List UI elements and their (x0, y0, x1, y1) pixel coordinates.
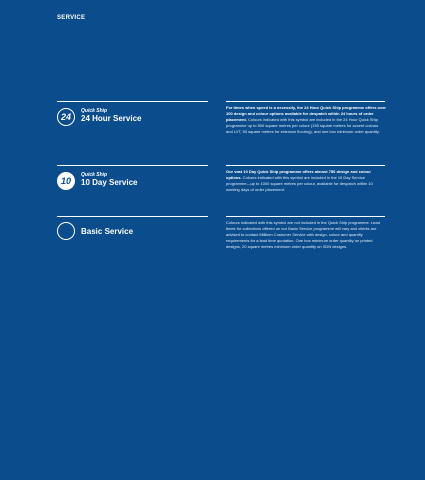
24-hour-badge-icon: 24 (57, 108, 75, 126)
service-title: 24 Hour Service (81, 114, 142, 123)
service-subtitle: Quick Ship (81, 108, 108, 114)
service-description-lead: For times when speed is a necessity, the 24 Hour Quick Ship programme offers over 100 design and colour options available for despatch within 24 hours of order placement. (226, 105, 386, 122)
service-description-body: Colours indicated with this symbol are included in the 10 Day Service programme—up to 1000 square metres per colour, available for despatch within 10 working days of order placement. (226, 175, 373, 192)
service-description-body: Colours indicated with this symbol are included in the 24 Hour Quick Ship programme up to 500 square metres per colour (150 square metres for accent colours and LVT, 50 square metres for entrance flooring), and one box minimum order quantity. (226, 117, 380, 134)
service-title: 10 Day Service (81, 178, 138, 187)
service-description (226, 105, 386, 135)
divider-left (57, 101, 208, 102)
service-description-body: Colours indicated with this symbol are not included in the Quick Ship programme. Lead times for collections offered on our Basic Service programme will vary and clients are advised to contact Milliken Customer Service with design, colour and quantity requirements for a lead time quotation. One box minimum order quantity on printed designs, 20 square metres minimum order quantity on SDN designs. (226, 220, 380, 249)
service-description-lead: Our vast 10 Day Quick Ship programme offers almost 750 design and colour options. (226, 169, 371, 180)
service-description (226, 169, 386, 193)
service-titles (81, 172, 138, 188)
divider-left (57, 165, 208, 166)
service-subtitle: Quick Ship (81, 172, 108, 178)
divider-right (226, 101, 385, 102)
section-label: SERVICE (57, 15, 86, 21)
divider-right (226, 165, 385, 166)
service-description (226, 220, 386, 250)
basic-service-badge-icon (57, 222, 75, 240)
divider-right (226, 216, 385, 217)
service-titles (81, 227, 133, 237)
service-title: Basic Service (81, 227, 134, 236)
service-titles (81, 108, 141, 124)
divider-left (57, 216, 208, 217)
10-day-badge-icon: 10 (57, 172, 75, 190)
